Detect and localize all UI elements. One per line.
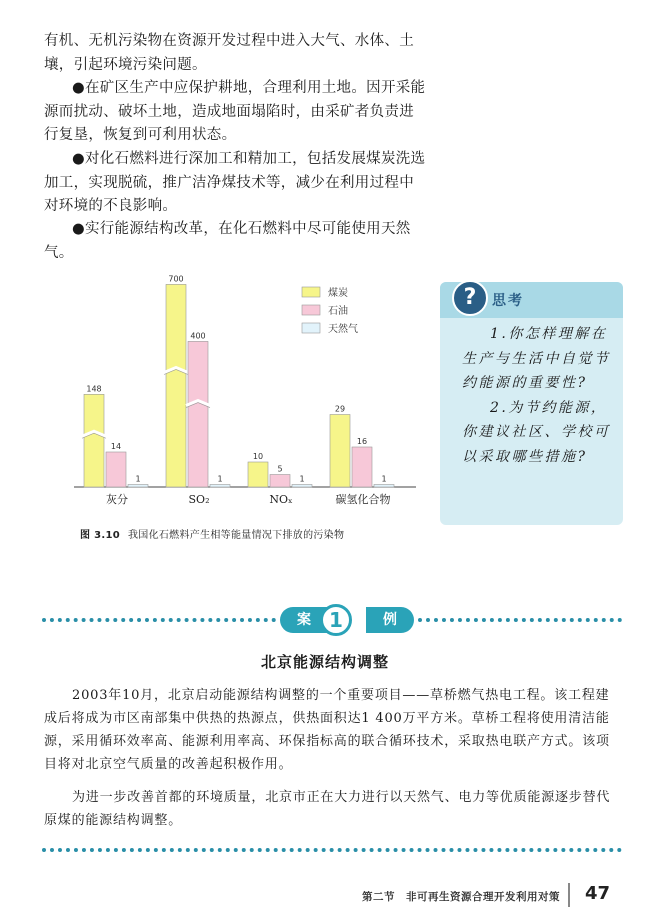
- figure-caption-text: 我国化石燃料产生相等能量情况下排放的污染物: [127, 530, 345, 541]
- data-label: 10: [252, 452, 264, 461]
- dotted-divider: [42, 848, 622, 852]
- figure-caption: [80, 526, 344, 541]
- bar-gas-1: [210, 485, 230, 488]
- data-label: 1: [217, 474, 223, 484]
- bar-coal-0: [84, 394, 104, 487]
- case-banner: [42, 600, 622, 640]
- data-label: 148: [86, 384, 102, 394]
- legend-label: 天然气: [328, 324, 358, 335]
- data-label: 5: [277, 464, 283, 474]
- paragraph-text: 对化石燃料进行深加工和精加工，包括发展煤炭洗选加工，实现脱硫，推广洁净煤技术等，减少在利用过程中对环境的不良影响。: [44, 151, 426, 214]
- think-questions: [462, 322, 614, 469]
- dotted-divider: [42, 618, 276, 622]
- paragraph-text: 实行能源结构改革，在化石燃料中尽可能使用天然气。: [44, 221, 411, 261]
- figure-number: 图 3.10: [80, 530, 120, 541]
- page-footer: [310, 883, 610, 907]
- case-title: 北京能源结构调整: [260, 653, 389, 671]
- category-label: 碳氢化合物: [335, 493, 391, 506]
- data-label: 29: [334, 404, 346, 414]
- case-paragraph-1: 2003年10月，北京启动能源结构调整的一个重要项目——草桥燃气热电工程。该工程建成后将成为市区南部集中供热的热源点，供热面积达1 400万平方米。草桥工程将使用清洁能源，采用循环效率高、能源利用率高、环保指标高的联合循环技术，采取热电联产方式。该项目将对北京空气质量的改善起积极作用。: [44, 688, 610, 772]
- bullet-icon: ●: [72, 151, 85, 167]
- legend-label: 石油: [328, 306, 348, 317]
- dotted-divider: [418, 618, 622, 622]
- bullet-icon: ●: [72, 221, 85, 237]
- think-box: [440, 282, 623, 525]
- data-label: 400: [190, 331, 206, 341]
- category-label: SO₂: [188, 493, 210, 506]
- case-badge-number: 1: [320, 604, 352, 636]
- legend-swatch: [302, 287, 320, 297]
- question-mark-icon: ?: [452, 280, 488, 316]
- data-label: 700: [168, 274, 184, 284]
- footer-divider: [568, 883, 570, 907]
- case-badge-left: 案: [280, 607, 328, 633]
- data-label: 1: [135, 474, 141, 484]
- footer-section-title: 第二节 非可再生资源合理开发利用对策: [362, 891, 560, 903]
- bar-oil-0: [106, 452, 126, 487]
- paragraph-text: 在矿区生产中应保护耕地，合理利用土地。因开采能源而扰动、破坏土地，造成地面塌陷时，由采矿者负责进行复垦，恢复到可利用状态。: [44, 80, 426, 143]
- think-header: [440, 282, 623, 318]
- data-label: 14: [110, 442, 122, 451]
- legend-swatch: [302, 305, 320, 315]
- data-label: 1: [299, 474, 305, 484]
- pollutant-chart: [44, 265, 442, 520]
- category-label: 灰分: [106, 493, 128, 506]
- paragraph-protect-land: [44, 77, 426, 148]
- bullet-icon: ●: [72, 80, 85, 96]
- category-label: NOₓ: [269, 493, 293, 506]
- case-badge-right: 例: [366, 607, 414, 633]
- page-number: 47: [584, 883, 610, 904]
- chart-svg: [44, 265, 442, 520]
- data-label: 16: [356, 437, 368, 446]
- bar-coal-1: [166, 284, 186, 487]
- bar-coal-3: [330, 415, 350, 488]
- think-question-1: 1.你怎样理解在生产与生活中自觉节约能源的重要性?: [462, 326, 611, 391]
- think-question-2: 2.为节约能源，你建议社区、学校可以采取哪些措施?: [462, 399, 611, 465]
- bar-gas-3: [374, 485, 394, 488]
- bar-oil-1: [188, 341, 208, 487]
- data-label: 1: [381, 474, 387, 484]
- bar-gas-0: [128, 485, 148, 488]
- bar-gas-2: [292, 485, 312, 488]
- bar-oil-2: [270, 475, 290, 488]
- legend-label: 煤炭: [328, 288, 348, 299]
- paragraph-deep-processing: [44, 148, 426, 219]
- bar-coal-2: [248, 462, 268, 487]
- paragraph-pollution: 有机、无机污染物在资源开发过程中进入大气、水体、土壤，引起环境污染问题。: [44, 33, 414, 73]
- paragraph-energy-reform: [44, 218, 426, 265]
- legend-swatch: [302, 323, 320, 333]
- bar-oil-3: [352, 447, 372, 487]
- case-badge: [280, 604, 414, 636]
- think-title: 思考: [492, 293, 524, 309]
- case-paragraph-2: 为进一步改善首都的环境质量，北京市正在大力进行以天然气、电力等优质能源逐步替代原煤的能源结构调整。: [44, 790, 611, 828]
